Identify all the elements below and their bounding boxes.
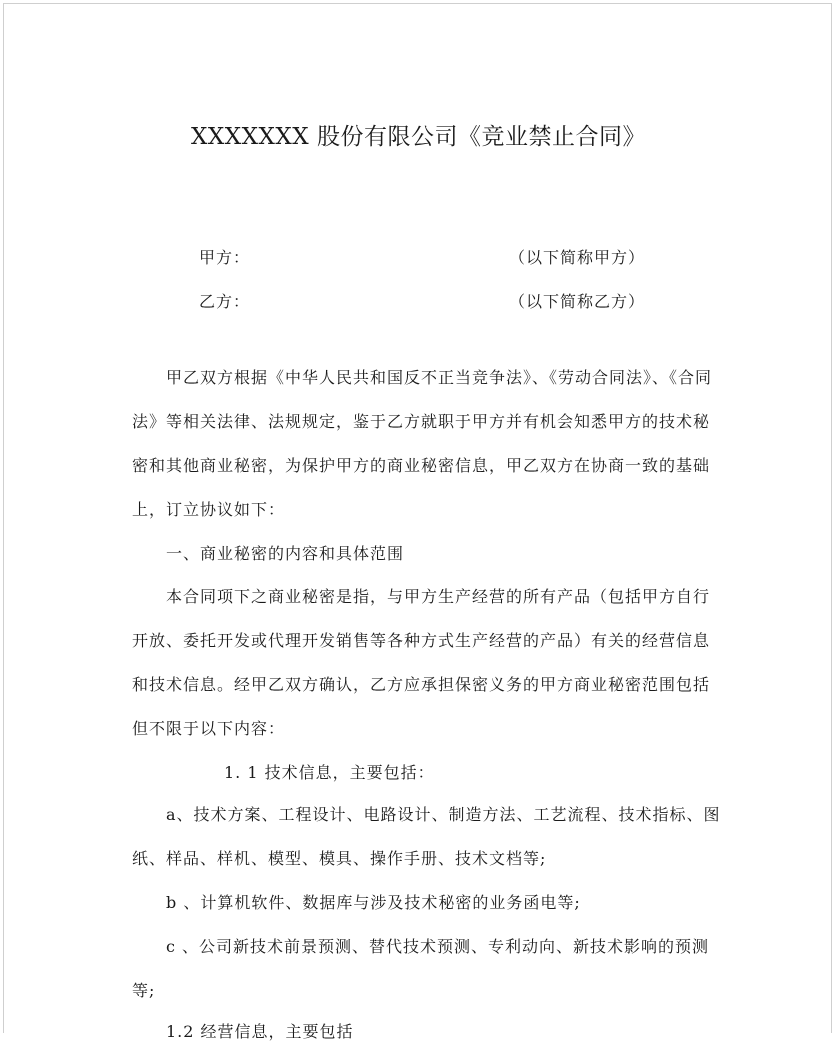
body-line: 纸、样品、样机、模型、模具、操作手册、技术文档等; bbox=[132, 849, 547, 868]
body-line: 开放、委托开发或代理开发销售等各种方式生产经营的产品）有关的经营信息 bbox=[132, 631, 711, 650]
document-page bbox=[3, 3, 832, 1041]
body-line: 等; bbox=[132, 981, 156, 1000]
subsection-heading: 1. 1 技术信息，主要包括： bbox=[224, 763, 435, 782]
list-item: c 、公司新技术前景预测、替代技术预测、专利动向、新技术影响的预测 bbox=[166, 937, 710, 956]
party-b-note: （以下简称乙方） bbox=[509, 292, 646, 311]
body-line: 和技术信息。经甲乙双方确认，乙方应承担保密义务的甲方商业秘密范围包括 bbox=[132, 675, 711, 694]
document-title: XXXXXXX 股份有限公司《竞业禁止合同》 bbox=[191, 124, 646, 150]
body-line: 法》等相关法律、法规规定，鉴于乙方就职于甲方并有机会知悉甲方的技术秘 bbox=[132, 412, 711, 431]
subsection-heading: 1.2 经营信息，主要包括 bbox=[166, 1022, 354, 1041]
list-item: b 、计算机软件、数据库与涉及技术秘密的业务函电等; bbox=[166, 893, 581, 912]
body-line: 甲乙双方根据《中华人民共和国反不正当竞争法》、《劳动合同法》、《合同 bbox=[166, 368, 713, 387]
section-heading: 一、商业秘密的内容和具体范围 bbox=[166, 544, 405, 563]
body-line: 本合同项下之商业秘密是指，与甲方生产经营的所有产品（包括甲方自行 bbox=[166, 587, 711, 606]
party-a-note: （以下简称甲方） bbox=[509, 248, 646, 267]
body-line: 但不限于以下内容： bbox=[132, 719, 286, 738]
party-b-label: 乙方： bbox=[199, 292, 251, 311]
list-item: a、技术方案、工程设计、电路设计、制造方法、工艺流程、技术指标、图 bbox=[166, 805, 721, 824]
body-line: 密和其他商业秘密，为保护甲方的商业秘密信息，甲乙双方在协商一致的基础 bbox=[132, 456, 711, 475]
party-a-label: 甲方： bbox=[199, 248, 251, 267]
body-line: 上，订立协议如下： bbox=[132, 500, 286, 519]
